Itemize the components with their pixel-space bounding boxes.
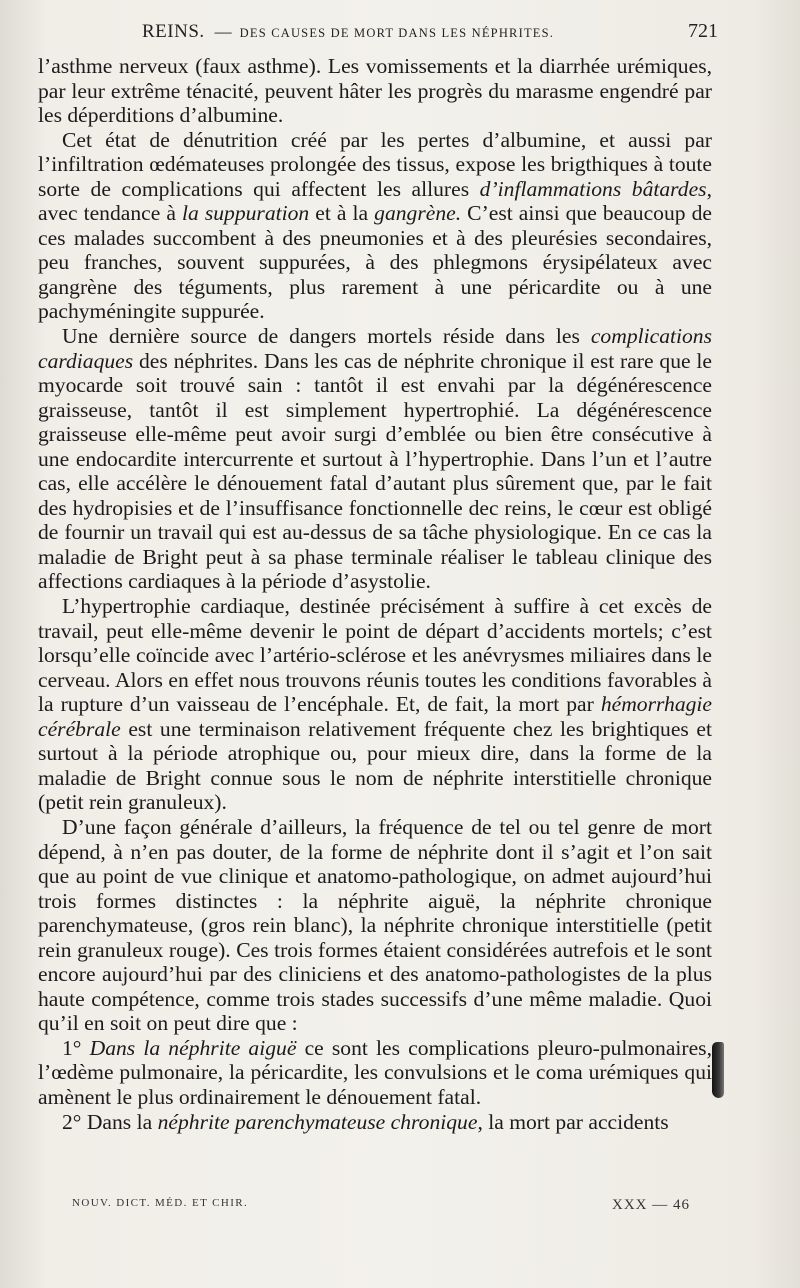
header-dash: — (214, 22, 232, 41)
p3-text-a: Une dernière source de dangers mortels réside dans les (62, 324, 591, 349)
p2-emphasis-2: la suppuration (182, 201, 310, 226)
page-number: 721 (688, 20, 718, 42)
p7-emphasis-1: néphrite parenchymateuse chronique (157, 1109, 478, 1134)
paragraph-5: D’une façon générale d’ailleurs, la fréquence de tel ou tel genre de mort dépend, à n’en pas douter, de la forme de néphrite dont il s’agit et l’on sait que au point de vue clinique et anatomo-pathologique, on admet aujourd’hui trois formes distinctes : la néphrite aiguë, la néphrite chronique parenchymateuse, (gros rein blanc), la néphrite chronique interstitielle (petit rein granuleux rouge). Ces trois formes étaient considérées autrefois et le sont encore aujourd’hui par des cliniciens et des anatomo-pathologistes de la plus haute compétence, comme trois stades successifs d’une même maladie. Quoi qu’il en soit on peut dire que : (38, 814, 712, 1036)
p3-emphasis-1: complications cardiaques (38, 324, 712, 373)
p2-text-b: , avec tendance à (38, 176, 712, 226)
page-footer (72, 1197, 690, 1214)
ink-blot-mark (712, 1042, 724, 1098)
p4-text-b: est une terminaison relativement fréquente chez les brightiques et surtout à la période atrophique ou, pour mieux dire, dans la forme de la maladie de Bright connue sous le nom de néphrite interstitielle chronique (petit rein granuleux). (38, 716, 712, 815)
paragraph-7 (38, 1110, 712, 1135)
p7-text-b: , la mort par accidents (477, 1109, 669, 1134)
running-head (38, 20, 718, 54)
p4-emphasis-1: hémorrhagie cérébrale (38, 692, 712, 741)
p6-emphasis-1: Dans la néphrite aiguë (89, 1035, 297, 1060)
paragraph-1: l’asthme nerveux (faux asthme). Les vomissements et la diarrhée urémiques, par leur extrême ténacité, peuvent hâter les progrès du marasme engendré par les déperditions d’albumine. (38, 54, 712, 128)
p7-text-a: Dans la (81, 1109, 158, 1134)
paragraph-6 (38, 1036, 712, 1110)
header-subtitle: DES CAUSES DE MORT DANS LES NÉPHRITES. (239, 26, 555, 40)
paragraph-3 (38, 324, 712, 594)
p3-text-b: des néphrites. Dans les cas de néphrite chronique il est rare que le myocarde soit trouvé sain : tantôt il est envahi par la dégénérescence graisseuse, tantôt il est simplement hypertrophié. La dégénérescence graisseuse elle-même peut avoir surgi d’emblée ou bien être consécutive à une endocardite intercurrente et surtout à l’hypertrophie. Dans l’un et l’autre cas, elle accélère le dénouement fatal d’autant plus sûrement que, par le fait des hydropisies et de l’insuffisance fonctionnelle dec reins, le cœur est obligé de fournir un travail qui est au-dessus de sa tâche physiologique. En ce cas la maladie de Bright peut à sa phase terminale réaliser le tableau clinique des affections cardiaques à la période d’asystolie. (38, 348, 712, 594)
p2-text-a: Cet état de dénutrition créé par les pertes d’albumine, et aussi par l’infiltration œdémateuses prolongée des tissus, expose les brigthiques à toute sorte de complications qui affectent les allures (38, 127, 712, 201)
p4-text-a: L’hypertrophie cardiaque, destinée précisément à suffire à cet excès de travail, peut elle-même devenir le point de départ d’accidents mortels; c’est lorsqu’elle coïncide avec l’artério-sclérose et les anévrysmes miliaires dans le cerveau. Alors en effet nous trouvons réunis toutes les conditions favorables à la rupture d’un vaisseau de l’encéphale. Et, de fait, la mort par (38, 594, 712, 717)
p2-emphasis-1: d’inflammations bâtardes (479, 176, 707, 201)
paragraph-4 (38, 594, 712, 815)
footer-sheet-mark: XXX — 46 (612, 1197, 690, 1213)
paragraph-2 (38, 128, 712, 324)
list-number-2: 2° (62, 1109, 82, 1134)
p2-text-d: C’est ainsi que beaucoup de ces malades succombent à des pneumonies et à des pleurésies secondaires, peu franches, souvent suppurées, à des phlegmons érysipélateux avec gangrène des téguments, plus rarement à une péricardite ou à une pachyméningite suppurée. (38, 201, 712, 324)
p2-emphasis-3: gangrène. (374, 201, 462, 226)
p2-text-c: et à la (309, 201, 375, 226)
footer-signature: NOUV. DICT. MÉD. ET CHIR. (72, 1197, 249, 1209)
p6-text-b: ce sont les complications pleuro-pulmonaires, l’œdème pulmonaire, la péricardite, les convulsions et le coma urémiques qui amènent le plus ordinairement le dénouement fatal. (38, 1035, 712, 1109)
header-section: REINS. (142, 21, 205, 42)
list-number-1: 1° (62, 1035, 82, 1060)
body-text (38, 54, 712, 1134)
